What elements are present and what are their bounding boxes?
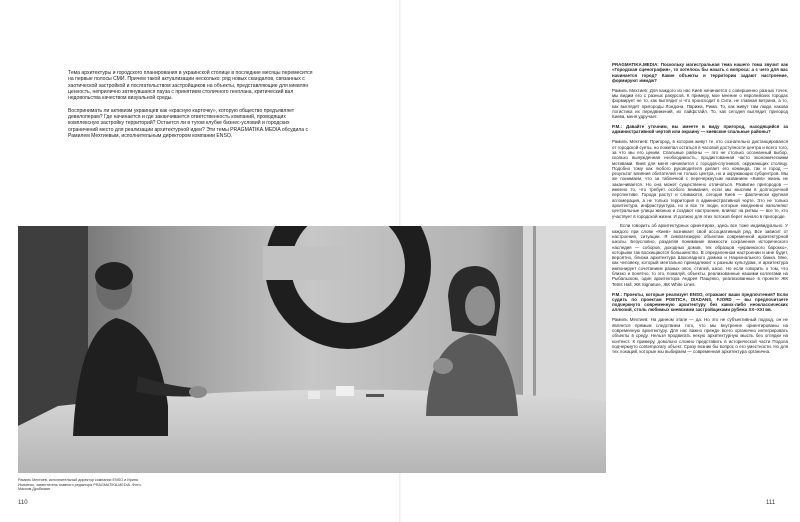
photo-caption: Рамиль Мехтиев, исполнительный директор компании ENSO и Ирина Исаченко, заместитель главного редактора PRAGMATIKA.MEDIA. Фото: Максим Дробязкин	[18, 478, 142, 492]
answer-3: Если говорить об архитектурных ориентирах, здесь все тоже индивидуально. У каждого при слове «Киев» возникает свой ассоциативный ряд. Все зависит от настроения, ситуации. Я симпатизирую объектам современной архитектурной школы. Безусловно, разделяя понимание важности сохранения исторического наследия — соборов, доходных домов, тех образцов «украинского барокко», которыми так восхищаются большинство. В определенном настроении и мне будет, вероятно, близка архитектура Шоколадного домика и Национального банка. Мне, как человеку, который ментально принадлежит к разным культурам, и архитектура импонирует сочетанием разных эпох, стилей, школ. Но если говорить о том, что близко и понятно, то это, пожалуй, объекты, реализованные нашими коллегами на Рыбальском, один архитектора Андрея Пащенко, реализованные в проекте ЖК Tetris Hall, ЖК Signature, ЖК White Lines.	[612, 223, 788, 287]
answer-4: Рамиль Мехтиев: На данном этапе — да. Но это не субъективный подход, он не является прямым следствием того, что мы внутренне ориентированы на современную архитектуру. Для нас важно прежде всего органично интегрировать объекты в среду. Нельзя продвигать некую архитектурную мысль без оглядки на контекст. К примеру, довольно сложно представить в исторической части Подола подчеркнуто contemporary объект. Сразу возник бы вопрос о его уместности. Но для тех локаций, которые мы выбираем — современная архитектура органична.	[612, 317, 788, 355]
question-1: PRAGMATIKA.MEDIA: Поскольку магистральная тема нашего тома звучит как «Городская сценография», то хотелось бы начать с вопроса: а с чего для вас начинается город? Какие объекты и территории задают настроение, формируют имидж?	[612, 62, 788, 83]
page-number-right: 111	[766, 500, 776, 506]
question-2: P.M.: Давайте уточним, вы имеете в виду пригород, находящийся за административной чертой или окраину — киевские спальные районы?	[612, 124, 788, 135]
answer-1: Рамиль Мехтиев: Для каждого из нас Киев начинается с совершенно разных точек, мы видим его с разных ракурсов. К примеру, мое мнение о европейских городах формирует не то, как выглядит и что происходит в Сити, не главная витрина, а то, как выглядят пригороды Лондона, Парижа, Рима. То, как живут там люди, какова логистика их передвижений, их лайфстайл. То, как сегодня выглядит пригород Киева, меня удручает.	[612, 87, 788, 120]
question-3: P.M.: Проекты, которые реализует ENSO, отражают ваши предпочтения? Если судить по проектам POETICA, DIADANS, FJORD — вы предпочитаете подчеркнуто современную архитектуру без каких-либо неоклассических аллюзий, столь любимых киевскими застройщиками рубежа XX–XXI вв.	[612, 291, 788, 313]
interview-column	[612, 62, 788, 492]
intro-paragraph-2: Воспринимать ли активизм украинцев как «красную карточку», которую общество предъявляет девелоперам? Где начинается и где заканчивается ответственность компаний, проводящих комплексную застройку территорий? Остается ли в тугом клубке бизнес-условий и городских ограничений место для реализации архитектурной идеи? Эти темы PRAGMATIKA.MEDIA обсудила с Рамилем Мехтиевым, исполнительным директором компании ENSO.	[68, 107, 309, 140]
intro-text	[68, 70, 314, 145]
answer-2: Рамиль Мехтиев: Пригород, в котором живут те, кто сознательно дистанцировался от городской суеты, но пожелал остаться в часовой доступности центра и всего того, за что мы его ценим. Спальные районы — это не столько осознанный выбор, сколько вынужденная необходимость, продиктованная часто экономическими мотивами. Киев для меня начинается с городов-спутников, окружающих столицу. Подобно тому как любого руководителя делает его команда, так и город — результат влияния обитателей не только центра, но и окружающих субцентров. Мы же понимаем, что за табличкой с перечеркнутым названием «Киев» жизнь не заканчивается. Но она может существенно отличаться. Развитие пригородов — именно то, что требует особого внимания, если мы мыслим в долгосрочной перспективе. Города растут и сливаются, сегодня Киев — фактически крупная агломерация, а не только территория в административной черте. Это не только архитектура, инфраструктура, но и все те люди, которые ежедневно наполняют центральные улицы жизнью и создают настроение, влияют на ритмы — все те, кто участвует в городской жизни. И должно для этих потоков берет начало в пригороде.	[612, 139, 788, 219]
page-number-left: 110	[18, 500, 28, 506]
interview-photo	[18, 226, 606, 473]
intro-paragraph-1: Тема архитектуры и городского планирования в украинской столице в последние месяцы перемесится на первые полосы СМИ. Причем такой актуализации несколько: ряд новых скандалов, связанных с хаотической застройкой и посягательством застройщиков на объекты, представляющие для киевлян ценность, неприлично затянувшаяся пауза с принятием столичного генплана, критический вал недовольства качеством визуальной среды.	[68, 70, 313, 102]
